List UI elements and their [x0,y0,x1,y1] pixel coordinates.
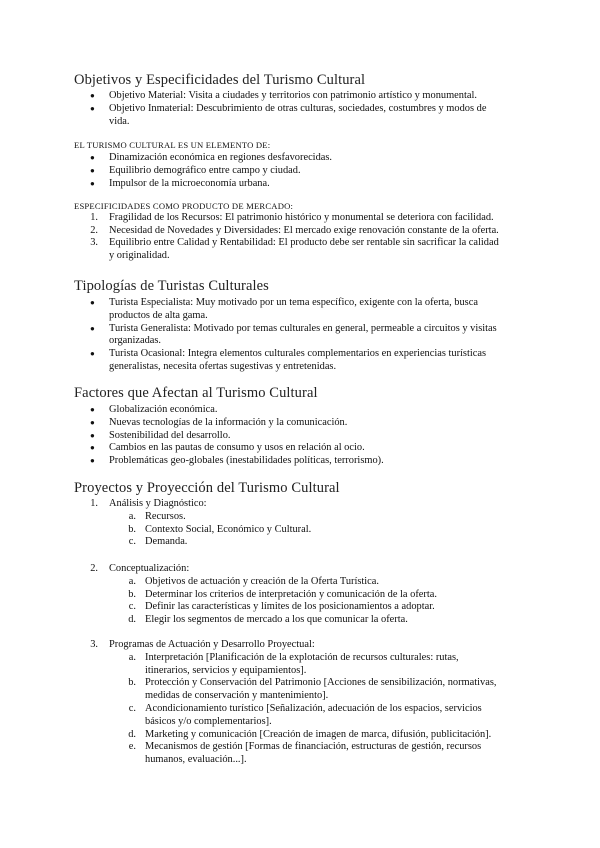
bullet-marker: ● [90,405,95,414]
section-title: Factores que Afectan al Turismo Cultural [74,385,318,401]
list-item: Objetivo Material: Visita a ciudades y territorios con patrimonio artístico y monumental. [109,90,477,101]
list-item: Turista Especialista: Muy motivado por un tema específico, exigente con la oferta, busca [109,297,478,308]
list-item: Conceptualización: [109,563,190,574]
list-item: Objetivo Inmaterial: Descubrimiento de otras culturas, sociedades, costumbres y modos de [109,102,487,114]
bullet-marker: ● [90,103,95,113]
list-item: Marketing y comunicación [Creación de imagen de marca, difusión, publicitación]. [145,728,492,740]
list-item: Análisis y Diagnóstico: [109,498,207,509]
list-item: Mecanismos de gestión [Formas de financiación, estructuras de gestión, recursos [145,741,482,753]
bullet-marker: ● [90,456,95,466]
bullet-marker: ● [90,91,95,100]
bullet-marker: ● [90,323,95,333]
bullet-marker: ● [90,430,95,440]
list-letter: b. [128,523,136,535]
section-caption: ESPECIFICIDADES COMO PRODUCTO DE MERCADO: [74,200,294,211]
list-item: organizadas. [109,335,162,347]
list-number: 2. [90,563,98,574]
list-letter: b. [128,588,136,600]
list-item: básicos y/o complementarios]. [145,715,272,727]
list-number: 3. [90,639,98,650]
list-item: Impulsor de la microeconomía urbana. [109,178,270,189]
list-item: Recursos. [145,510,186,522]
list-letter: a. [128,651,136,663]
bullet-marker: ● [90,417,95,427]
list-letter: a. [128,575,136,587]
list-item: Cambios en las pautas de consumo y usos en relación al ocio. [109,442,365,454]
list-item: Determinar los criterios de interpretación y comunicación de la oferta. [145,588,437,600]
list-letter: d. [128,614,136,626]
bullet-marker: ● [90,298,95,307]
list-item: Dinamización económica en regiones desfavorecidas. [109,152,333,164]
list-letter: c. [128,703,136,714]
list-item: Protección y Conservación del Patrimonio [Acciones de sensibilización, normativas, [145,677,497,689]
list-item: Definir las características y límites de los posicionamientos a adoptar. [145,601,435,613]
list-letter: c. [128,536,136,548]
list-item: Equilibrio entre Calidad y Rentabilidad: El producto debe ser rentable sin sacrificar la calidad [109,237,499,249]
list-item: Contexto Social, Económico y Cultural. [145,523,312,535]
section-title: Objetivos y Especificidades del Turismo Cultural [74,72,366,88]
list-letter: d. [128,728,136,740]
list-item: Programas de Actuación y Desarrollo Proyectual: [109,639,315,650]
list-letter: a. [128,510,136,522]
bullet-marker: ● [90,166,95,176]
list-item: Turista Ocasional: Integra elementos culturales complementarios en experiencias turísticas [109,348,487,360]
list-letter: b. [128,677,136,689]
list-number: 2. [90,224,98,236]
list-item: Interpretación [Planificación de la explotación de recursos culturales: rutas, [145,651,459,663]
list-item: Necesidad de Novedades y Diversidades: El mercado exige renovación constante de la oferta. [109,224,499,236]
bullet-marker: ● [90,179,95,188]
list-item: Demanda. [145,536,188,548]
list-item: productos de alta gama. [109,309,208,321]
list-item: Fragilidad de los Recursos: El patrimonio histórico y monumental se deteriora con facilidad. [109,211,494,223]
list-number: 3. [90,237,98,249]
list-item: Elegir los segmentos de mercado a los que comunicar la oferta. [145,614,408,626]
list-item: humanos, evaluación...]. [145,754,247,766]
list-number: 1. [90,498,98,509]
list-item: Globalización económica. [109,404,218,415]
list-item: medidas de conservación y mantenimiento]. [145,690,329,702]
list-item: y originalidad. [109,250,170,262]
section-caption: EL TURISMO CULTURAL ES UN ELEMENTO DE: [74,140,271,151]
list-item: Sostenibilidad del desarrollo. [109,429,231,441]
list-item: Turista Generalista: Motivado por temas culturales en general, permeable a circuitos y visitas [109,322,497,334]
bullet-marker: ● [90,349,95,359]
bullet-marker: ● [90,153,95,163]
list-item: vida. [109,115,130,127]
list-item: generalistas, necesita ofertas sugestivas y entretenidas. [109,361,337,372]
list-item: Problemáticas geo-globales (inestabilidades políticas, terrorismo). [109,455,384,467]
list-letter: c. [128,601,136,613]
section-title: Proyectos y Proyección del Turismo Cultural [74,480,340,496]
list-number: 1. [90,211,98,223]
list-letter: e. [128,741,136,753]
list-item: Objetivos de actuación y creación de la Oferta Turística. [145,575,379,587]
list-item: itinerarios, servicios y equipamientos]. [145,664,307,676]
list-item: Equilibrio demográfico entre campo y ciudad. [109,165,301,177]
list-item: Nuevas tecnologías de la información y la comunicación. [109,416,348,428]
section-title: Tipologías de Turistas Culturales [74,278,269,294]
list-item: Acondicionamiento turístico [Señalización, adecuación de los espacios, servicios [145,703,482,714]
bullet-marker: ● [90,443,95,453]
